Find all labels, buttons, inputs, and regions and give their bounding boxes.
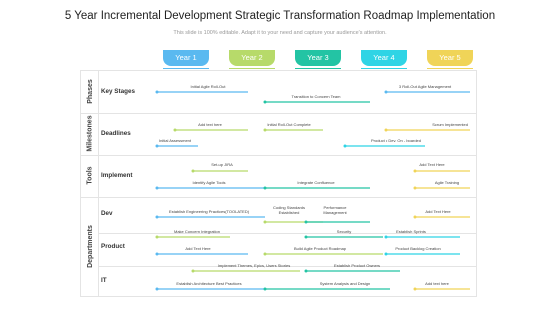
task-bar-start-dot <box>414 170 417 173</box>
task-label: Transition to Concern Team <box>291 94 341 99</box>
task-bar-start-dot <box>264 101 267 104</box>
task-label: Agile Training <box>434 180 460 185</box>
task-label: 3 Roll-Out Agile Management <box>398 84 452 89</box>
row-label-key-stages: Key Stages <box>101 88 135 95</box>
task-label: System Analysis and Design <box>319 281 371 286</box>
task-bar-start-dot <box>385 129 388 132</box>
row-label-it: IT <box>101 277 107 284</box>
task-bar-start-dot <box>156 187 159 190</box>
row-label-implement: Implement <box>101 172 133 179</box>
task-bar-start-dot <box>156 236 159 239</box>
task-bar-start-dot <box>156 91 159 94</box>
group-label-milestones: Milestones <box>86 114 94 152</box>
task-bar-start-dot <box>192 170 195 173</box>
year-tab-5: Year 5 <box>427 50 473 66</box>
task-label: Build Agile Product Roadmap <box>293 246 347 251</box>
task-label: Product • Dev. On - boarded <box>370 138 422 143</box>
task-bar-start-dot <box>156 145 159 148</box>
group-label-departments: Departments <box>86 225 94 268</box>
task-bar-start-dot <box>305 270 308 273</box>
page-subtitle: This slide is 100% editable. Adapt it to your need and capture your audience's attention. <box>173 30 387 36</box>
task-label: Implement Themes, Epics, Users Stories <box>217 263 291 268</box>
year-tab-2: Year 2 <box>229 50 275 66</box>
page-title: 5 Year Incremental Development Strategic Transformation Roadmap Implementation <box>64 10 496 22</box>
group-label-tools: Tools <box>86 165 94 185</box>
task-label: Add Text Here <box>185 246 211 251</box>
task-label: Integrate Confluence <box>297 180 335 185</box>
row-label-product: Product <box>101 243 125 250</box>
task-bar-start-dot <box>385 253 388 256</box>
task-label: Add Text Here <box>419 162 445 167</box>
task-label: Security <box>336 229 352 234</box>
year-tab-4: Year 4 <box>361 50 407 66</box>
task-label: Establish Architecture Best Practices <box>176 281 242 286</box>
task-bar-start-dot <box>414 288 417 291</box>
task-bar-start-dot <box>264 129 267 132</box>
task-bar-start-dot <box>264 221 267 224</box>
task-bar-start-dot <box>385 91 388 94</box>
task-label: Add text here <box>425 281 449 286</box>
task-bar-start-dot <box>156 288 159 291</box>
row-label-deadlines: Deadlines <box>101 130 131 137</box>
task-bar-start-dot <box>264 288 267 291</box>
task-label: Initial Roll-Out Complete <box>267 122 311 127</box>
task-bar-start-dot <box>344 145 347 148</box>
task-label: Set-up JIRA <box>211 162 233 167</box>
task-label: Add text here <box>198 122 222 127</box>
year-tab-3: Year 3 <box>295 50 341 66</box>
task-label: Scrum Implemented <box>432 122 468 127</box>
task-bar-start-dot <box>156 216 159 219</box>
task-label: Establish Product Owners <box>333 263 381 268</box>
group-label-phases: Phases <box>86 78 94 104</box>
task-label: Performance Management <box>323 205 347 215</box>
task-label: Establish Engineering Practices(TOOLATED) <box>168 209 250 214</box>
task-bar-start-dot <box>305 221 308 224</box>
task-bar-start-dot <box>174 129 177 132</box>
row-label-dev: Dev <box>101 210 113 217</box>
task-bar-start-dot <box>156 253 159 256</box>
task-bar-start-dot <box>385 236 388 239</box>
task-bar-start-dot <box>264 187 267 190</box>
task-bar-start-dot <box>305 236 308 239</box>
task-label: Make Concern Integration <box>173 229 221 234</box>
task-label: Product Backlog Creation <box>395 246 441 251</box>
task-bar-start-dot <box>264 253 267 256</box>
task-label: Initial Agile Roll-Out <box>190 84 226 89</box>
task-label: Coding Standards Established <box>272 205 306 215</box>
task-bar-start-dot <box>414 187 417 190</box>
task-bar-start-dot <box>414 216 417 219</box>
task-label: Add Text Here <box>425 209 451 214</box>
task-label: Initial Assessment <box>159 138 192 143</box>
task-bar-start-dot <box>192 270 195 273</box>
task-label: Identify Agile Tools <box>192 180 226 185</box>
task-label: Establish Sprints <box>396 229 426 234</box>
year-tab-1: Year 1 <box>163 50 209 66</box>
